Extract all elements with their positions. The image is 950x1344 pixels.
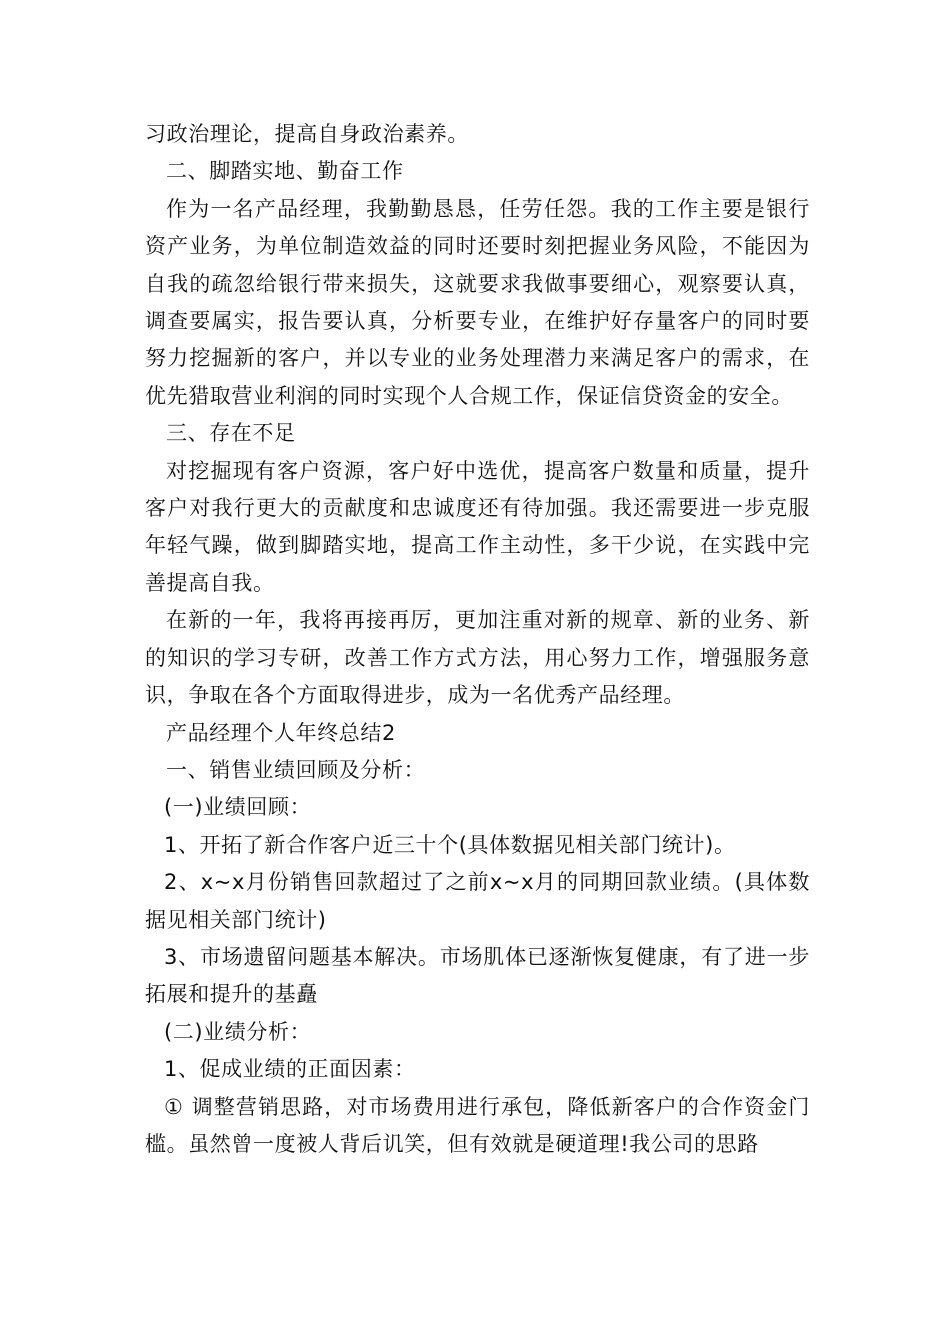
paragraph-shortcomings: 对挖掘现有客户资源，客户好中选优，提高客户数量和质量，提升客户对我行更大的贡献度和忠诚度还有待加强。我还需要进一步克服年轻气躁，做到脚踏实地，提高工作主动性，多干少说，在实践中完善提高自我。	[145, 458, 810, 595]
section-heading-3: 三、存在不足	[166, 421, 296, 446]
list-item-3: 3、市场遗留问题基本解决。市场肌体已逐渐恢复健康，有了进一步拓展和提升的基矗	[145, 944, 810, 1007]
paragraph-intro-continuation: 习政治理论，提高自身政治素养。	[145, 122, 469, 146]
list-item-2: 2、x~x月份销售回款超过了之前x~x月的同期回款业绩。(具体数据见相关部门统计)	[145, 870, 810, 932]
section-heading-2: 二、脚踏实地、勤奋工作	[166, 159, 404, 184]
paragraph-new-year-plan: 在新的一年，我将再接再厉，更加注重对新的规章、新的业务、新的知识的学习专研，改善工作方式方法，用心努力工作，增强服务意识，争取在各个方面取得进步，成为一名优秀产品经理。	[145, 608, 810, 708]
list-item-positive-factors: 1、促成业绩的正面因素：	[164, 1057, 416, 1082]
section-heading-sales: 一、销售业绩回顾及分析：	[166, 757, 426, 782]
paragraph-work-description: 作为一名产品经理，我勤勤恳恳，任劳任怨。我的工作主要是银行资产业务，为单位制造效益的同时还要时刻把握业务风险，不能因为自我的疏忽给银行带来损失，这就要求我做事要细心，观察要认真，调查要属实，报告要认真，分析要专业，在维护好存量客户的同时要努力挖掘新的客户，并以专业的业务处理潜力来满足客户的需求，在优先猎取营业利润的同时实现个人合规工作，保证信贷资金的安全。	[145, 196, 810, 408]
subheading-analysis: (二)业绩分析：	[164, 1019, 312, 1044]
summary-title-2: 产品经理个人年终总结2	[166, 720, 396, 745]
subheading-review: (一)业绩回顾：	[164, 795, 312, 820]
list-item-circled-1: ① 调整营销思路，对市场费用进行承包，降低新客户的合作资金门槛。虽然曾一度被人背后讥笑，但有效就是硬道理!我公司的思路	[145, 1094, 810, 1156]
document-body	[145, 116, 810, 1163]
list-item-1: 1、开拓了新合作客户近三十个(具体数据见相关部门统计)。	[164, 832, 736, 857]
